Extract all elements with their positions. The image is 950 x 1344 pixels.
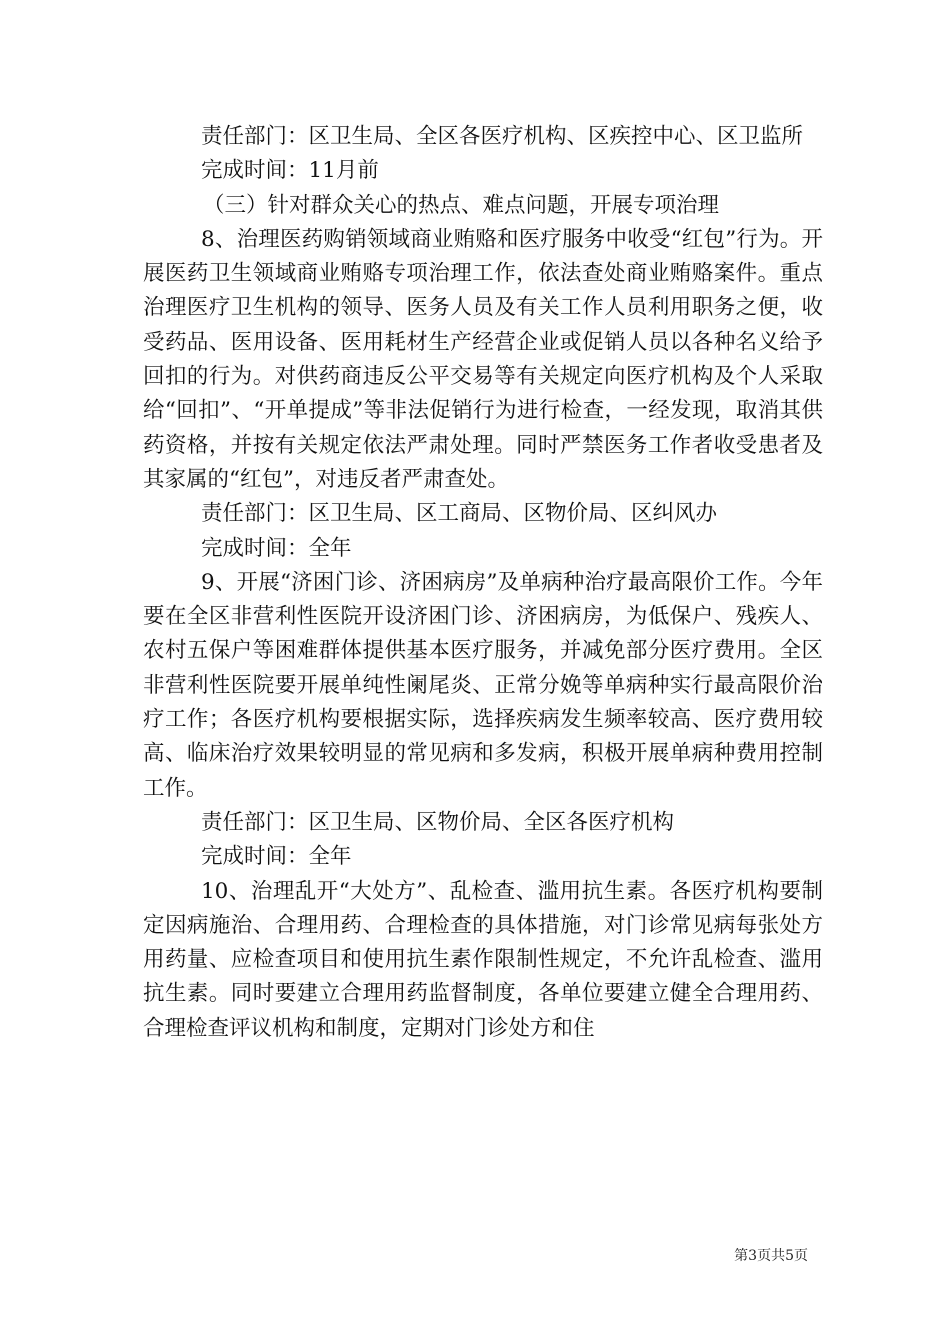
section-heading-3: （三）针对群众关心的热点、难点问题，开展专项治理 xyxy=(203,192,720,218)
completion-time-2: 完成时间：全年 xyxy=(201,535,352,561)
page-number: 第3页共5页 xyxy=(734,1248,808,1264)
item-9-paragraph: 9、开展“济困门诊、济困病房”及单病种治疗最高限价工作。今年要在全区非营利性医院开设济困门诊、济困病房，为低保户、残疾人、农村五保户等困难群体提供基本医疗服务，并减免部分医疗费用。全区非营利性医院要开展单纯性阑尾炎、正常分娩等单病种实行最高限价治疗工作；各医疗机构要根据实际，选择疾病发生频率较高、医疗费用较高、临床治疗效果较明显的常见病和多发病，积极开展单病种费用控制工作。 xyxy=(143,569,823,801)
completion-time-1: 完成时间：11月前 xyxy=(201,158,379,184)
responsible-departments-2: 责任部门：区卫生局、区工商局、区物价局、区纠风办 xyxy=(201,501,718,527)
item-8-paragraph: 8、治理医药购销领域商业贿赂和医疗服务中收受“红包”行为。开展医药卫生领域商业贿赂专项治理工作，依法查处商业贿赂案件。重点治理医疗卫生机构的领导、医务人员及有关工作人员利用职务之便，收受药品、医用设备、医用耗材生产经营企业或促销人员以各种名义给予回扣的行为。对供药商违反公平交易等有关规定向医疗机构及个人采取给“回扣”、“开单提成”等非法促销行为进行检查，一经发现，取消其供药资格，并按有关规定依法严肃处理。同时严禁医务工作者收受患者及其家属的“红包”，对违反者严肃查处。 xyxy=(143,226,823,492)
responsible-departments-3: 责任部门：区卫生局、区物价局、全区各医疗机构 xyxy=(201,809,675,835)
item-10-paragraph: 10、治理乱开“大处方”、乱检查、滥用抗生素。各医疗机构要制定因病施治、合理用药、合理检查的具体措施，对门诊常见病每张处方用药量、应检查项目和使用抗生素作限制性规定，不允许乱检查、滥用抗生素。同时要建立合理用药监督制度，各单位要建立健全合理用药、合理检查评议机构和制度，定期对门诊处方和住 xyxy=(143,878,823,1041)
responsible-departments-1: 责任部门：区卫生局、全区各医疗机构、区疾控中心、区卫监所 xyxy=(201,124,804,149)
document-body xyxy=(143,120,823,1046)
completion-time-3: 完成时间：全年 xyxy=(201,844,352,870)
